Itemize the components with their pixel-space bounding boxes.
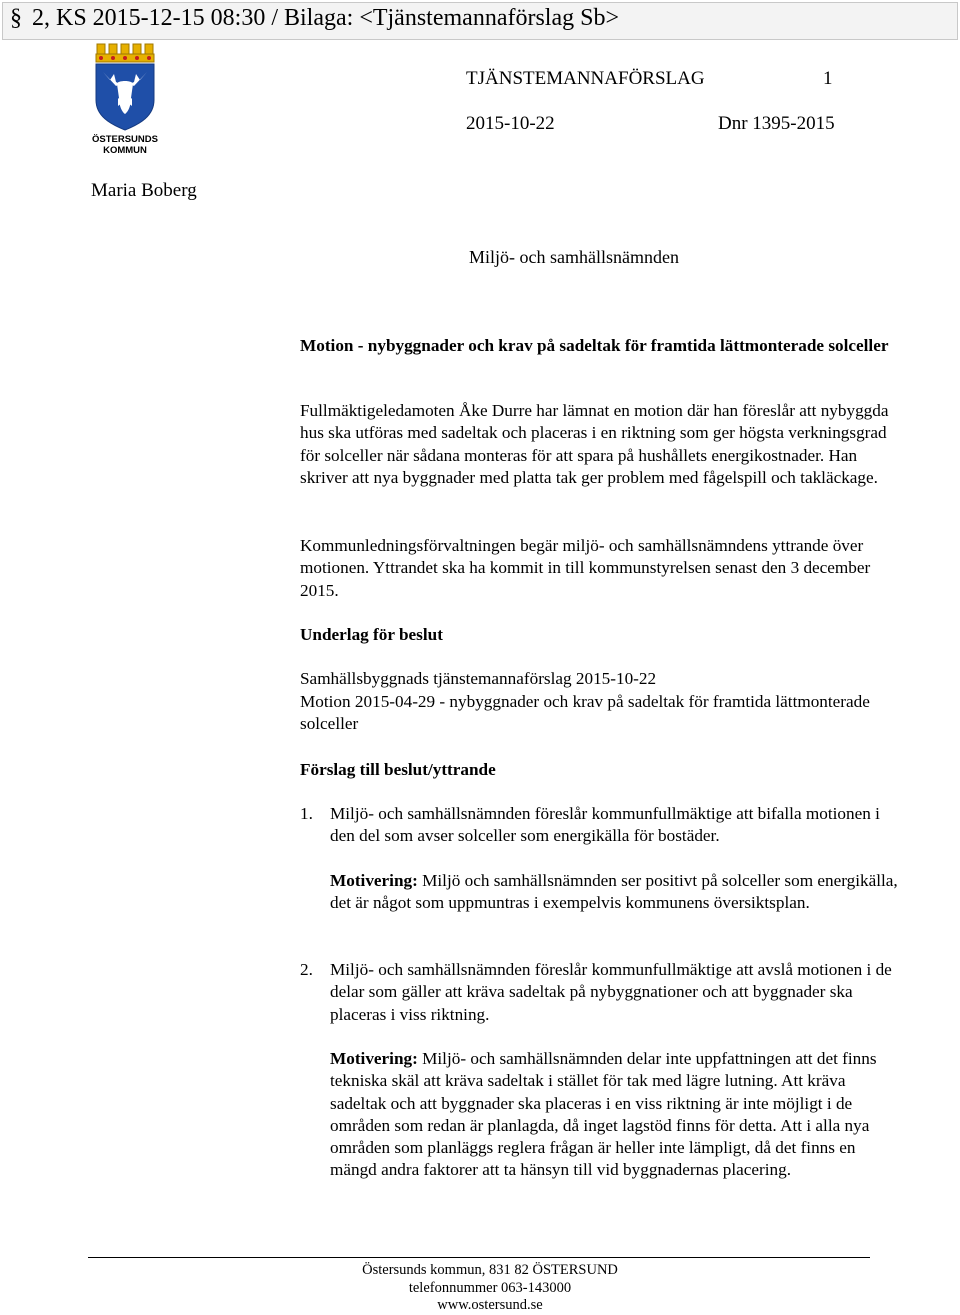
- svg-text:KOMMUN: KOMMUN: [103, 145, 147, 156]
- banner-title: 2, KS 2015-12-15 08:30 / Bilaga: <Tjänstemannaförslag Sb>: [32, 5, 619, 31]
- underlag-item-1: Samhällsbyggnads tjänstemannaförslag 2015-10-22: [300, 669, 657, 688]
- coat-of-arms-icon: [90, 42, 160, 160]
- motivering-label: Motivering:: [330, 1049, 418, 1068]
- footer-address: Östersunds kommun, 831 82 ÖSTERSUND: [362, 1262, 618, 1278]
- page-title: Motion - nybyggnader och krav på sadeltak för framtida lättmonterade solceller: [300, 336, 889, 355]
- list-item-text: Miljö- och samhällsnämnden föreslår kommunfullmäktige att avslå motionen i de delar som gäller att kräva sadeltak på nybyggnationer och att byggnader ska placeras i viss riktning.: [330, 960, 892, 1024]
- footer: [300, 1262, 680, 1315]
- author-name: Maria Boberg: [91, 180, 197, 201]
- motivering-1: [330, 870, 900, 915]
- list-number: 1.: [300, 804, 313, 823]
- page-number: 1: [823, 68, 833, 89]
- underlag-heading: Underlag för beslut: [300, 625, 443, 644]
- motivering-text: Miljö och samhällsnämnden ser positivt på solceller som energikälla, det är något som uppmuntras i exempelvis kommunens översiktsplan.: [330, 871, 898, 913]
- footer-phone: telefonnummer 063-143000: [408, 1279, 572, 1296]
- dnr-number: Dnr 1395-2015: [718, 113, 835, 134]
- ostersund-kommun-logo: [90, 42, 160, 160]
- svg-text:ÖSTERSUNDS: ÖSTERSUNDS: [92, 134, 158, 145]
- footer-website: www.ostersund.se: [437, 1297, 543, 1313]
- forslag-heading: Förslag till beslut/yttrande: [300, 760, 496, 779]
- paragraph-1: Fullmäktigeledamoten Åke Durre har lämnat en motion där han föreslår att nybyggda hus ska utföras med sadeltak och placeras i en riktning som ger högsta verkningsgrad för solceller när sådana monteras för att spara på hushållets energikostnader. Han skriver att nya byggnader med platta tak ger problem med fågelspill och takläckage.: [300, 401, 889, 487]
- recipient: Miljö- och samhällsnämnden: [469, 247, 679, 267]
- document-date: 2015-10-22: [466, 113, 555, 134]
- motivering-label: Motivering:: [330, 871, 418, 890]
- footer-divider: [88, 1257, 870, 1258]
- underlag-item-2: Motion 2015-04-29 - nybyggnader och krav på sadeltak för framtida lättmonterade solceller: [300, 692, 870, 734]
- section-symbol: §: [10, 5, 22, 31]
- banner-text: [10, 5, 619, 32]
- list-number: 2.: [300, 960, 313, 979]
- list-item-text: Miljö- och samhällsnämnden föreslår kommunfullmäktige att bifalla motionen i den del som avser solceller som energikälla för bostäder.: [330, 804, 880, 846]
- motivering-2: [330, 1048, 900, 1182]
- document-type: TJÄNSTEMANNAFÖRSLAG: [466, 68, 705, 89]
- motivering-text: Miljö- och samhällsnämnden delar inte uppfattningen att det finns tekniska skäl att kräva sadeltak i stället för tak med lägre lutning. Att kräva sadeltak och att byggnader ska placeras i en viss riktning är inte möjligt i de områden som redan är planlagda, då inget lagstöd finns för detta. Att i alla nya områden som planläggs reglera frågan är heller inte lämpligt, då det finns en mängd andra faktorer att ta hänsyn till vid byggnadernas placering.: [330, 1049, 877, 1180]
- paragraph-2: Kommunledningsförvaltningen begär miljö- och samhällsnämndens yttrande över motionen. Yttrandet ska ha kommit in till kommunstyrelsen senast den 3 december 2015.: [300, 536, 871, 600]
